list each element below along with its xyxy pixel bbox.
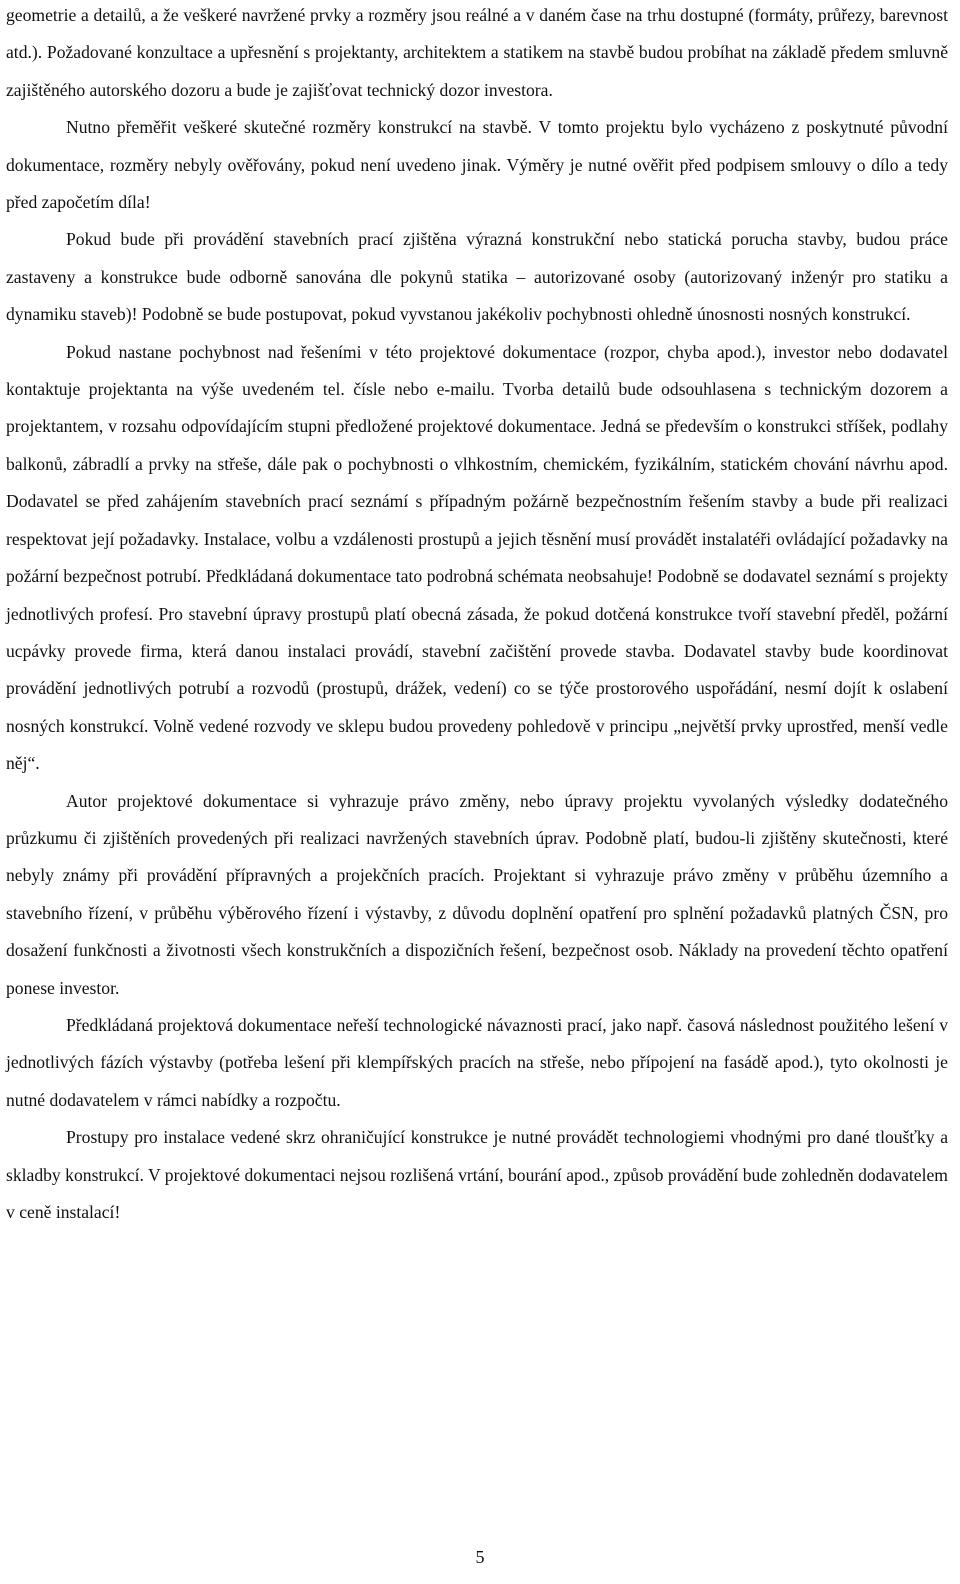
paragraph-continuation: geometrie a detailů, a že veškeré navržené prvky a rozměry jsou reálné a v daném čase na trhu dostupné (formáty, průřezy, barevnost atd.). Požadované konzultace a upřesnění s projektanty, architektem a statikem na stavbě budou probíhat na základě předem smluvně zajištěného autorského dozoru a bude je zajišťovat technický dozor investora. — [6, 5, 948, 100]
paragraph-technology-sequence: Předkládaná projektová dokumentace neřeší technologické návaznosti prací, jako např. časová následnost použitého lešení v jednotlivých fázích výstavby (potřeba lešení při klempířských pracích na střeše, nebo přípojení na fasádě apod.), tyto okolnosti je nutné dodavatelem v rámci nabídky a rozpočtu. — [6, 1014, 948, 1110]
page-number: 5 — [475, 1547, 485, 1567]
paragraph-author-rights: Autor projektové dokumentace si vyhrazuje právo změny, nebo úpravy projektu vyvolaných výsledky dodatečného průzkumu či zjištěních provedených při realizaci navržených stavebních úprav. Podobně platí, budou-li zjištěny skutečnosti, které nebyly známy při provádění přípravných a projekčních pracích. Projektant si vyhrazuje právo změny v průběhu územního a stavebního řízení, v průběhu výběrového řízení i výstavby, z důvodu doplnění opatření pro splnění požadavků platných ČSN, pro dosažení funkčnosti a životnosti všech konstrukčních a dispozičních řešení, bezpečnost osob. Náklady na provedení těchto opatření ponese investor. — [6, 790, 948, 998]
paragraph-measurements: Nutno přeměřit veškeré skutečné rozměry konstrukcí na stavbě. V tomto projektu bylo vycházeno z poskytnuté původní dokumentace, rozměry nebyly ověřovány, pokud není uvedeno jinak. Výměry je nutné ověřit před podpisem smlouvy o dílo a tedy před započetím díla! — [6, 117, 948, 213]
paragraph-coordination: Pokud nastane pochybnost nad řešeními v této projektové dokumentace (rozpor, chyba apod.), investor nebo dodavatel kontaktuje projektanta na výše uvedeném tel. čísle nebo e-mailu. Tvorba detailů bude odsouhlasena s technickým dozorem a projektantem, v rozsahu odpovídajícím stupni předložené projektové dokumentace. Jedná se především o konstrukci stříšek, podlahy balkonů, zábradlí a prvky na střeše, dále pak o pochybnosti o vlhkostním, chemickém, fyzikálním, statickém chování návrhu apod. Dodavatel se před zahájením stavebních prací seznámí s případným požárně bezpečnostním řešením stavby a bude při realizaci respektovat její požadavky. Instalace, volbu a vzdálenosti prostupů a jejich těsnění musí provádět instalatéři ovládající požadavky na požární bezpečnost potrubí. Předkládaná dokumentace tato podrobná schémata neobsahuje! Podobně se dodavatel seznámí s projekty jednotlivých profesí. Pro stavební úpravy prostupů platí obecná zásada, že pokud dotčená konstrukce tvoří stavební předěl, požární ucpávky provede firma, která danou instalaci provádí, stavební začištění provede stavba. Dodavatel stavby bude koordinovat provádění jednotlivých potrubí a rozvodů (prostupů, drážek, vedení) co se týče prostorového uspořádání, nesmí dojít k oslabení nosných konstrukcí. Volně vedené rozvody ve sklepu budou provedeny pohledově v principu „největší prvky uprostřed, menší vedle něj“. — [6, 341, 948, 774]
document-page — [6, 0, 948, 1231]
paragraph-installations: Prostupy pro instalace vedené skrz ohraničující konstrukce je nutné provádět technologiemi vhodnými pro dané tloušťky a skladby konstrukcí. V projektové dokumentaci nejsou rozlišená vrtání, bourání apod., způsob provádění bude zohledněn dodavatelem v ceně instalací! — [6, 1127, 948, 1222]
paragraph-structural-defect: Pokud bude při provádění stavebních prací zjištěna výrazná konstrukční nebo statická porucha stavby, budou práce zastaveny a konstrukce bude odborně sanována dle pokynů statika – autorizované osoby (autorizovaný inženýr pro statiku a dynamiku staveb)! Podobně se bude postupovat, pokud vyvstanou jakékoliv pochybnosti ohledně únosnosti nosných konstrukcí. — [6, 229, 948, 325]
